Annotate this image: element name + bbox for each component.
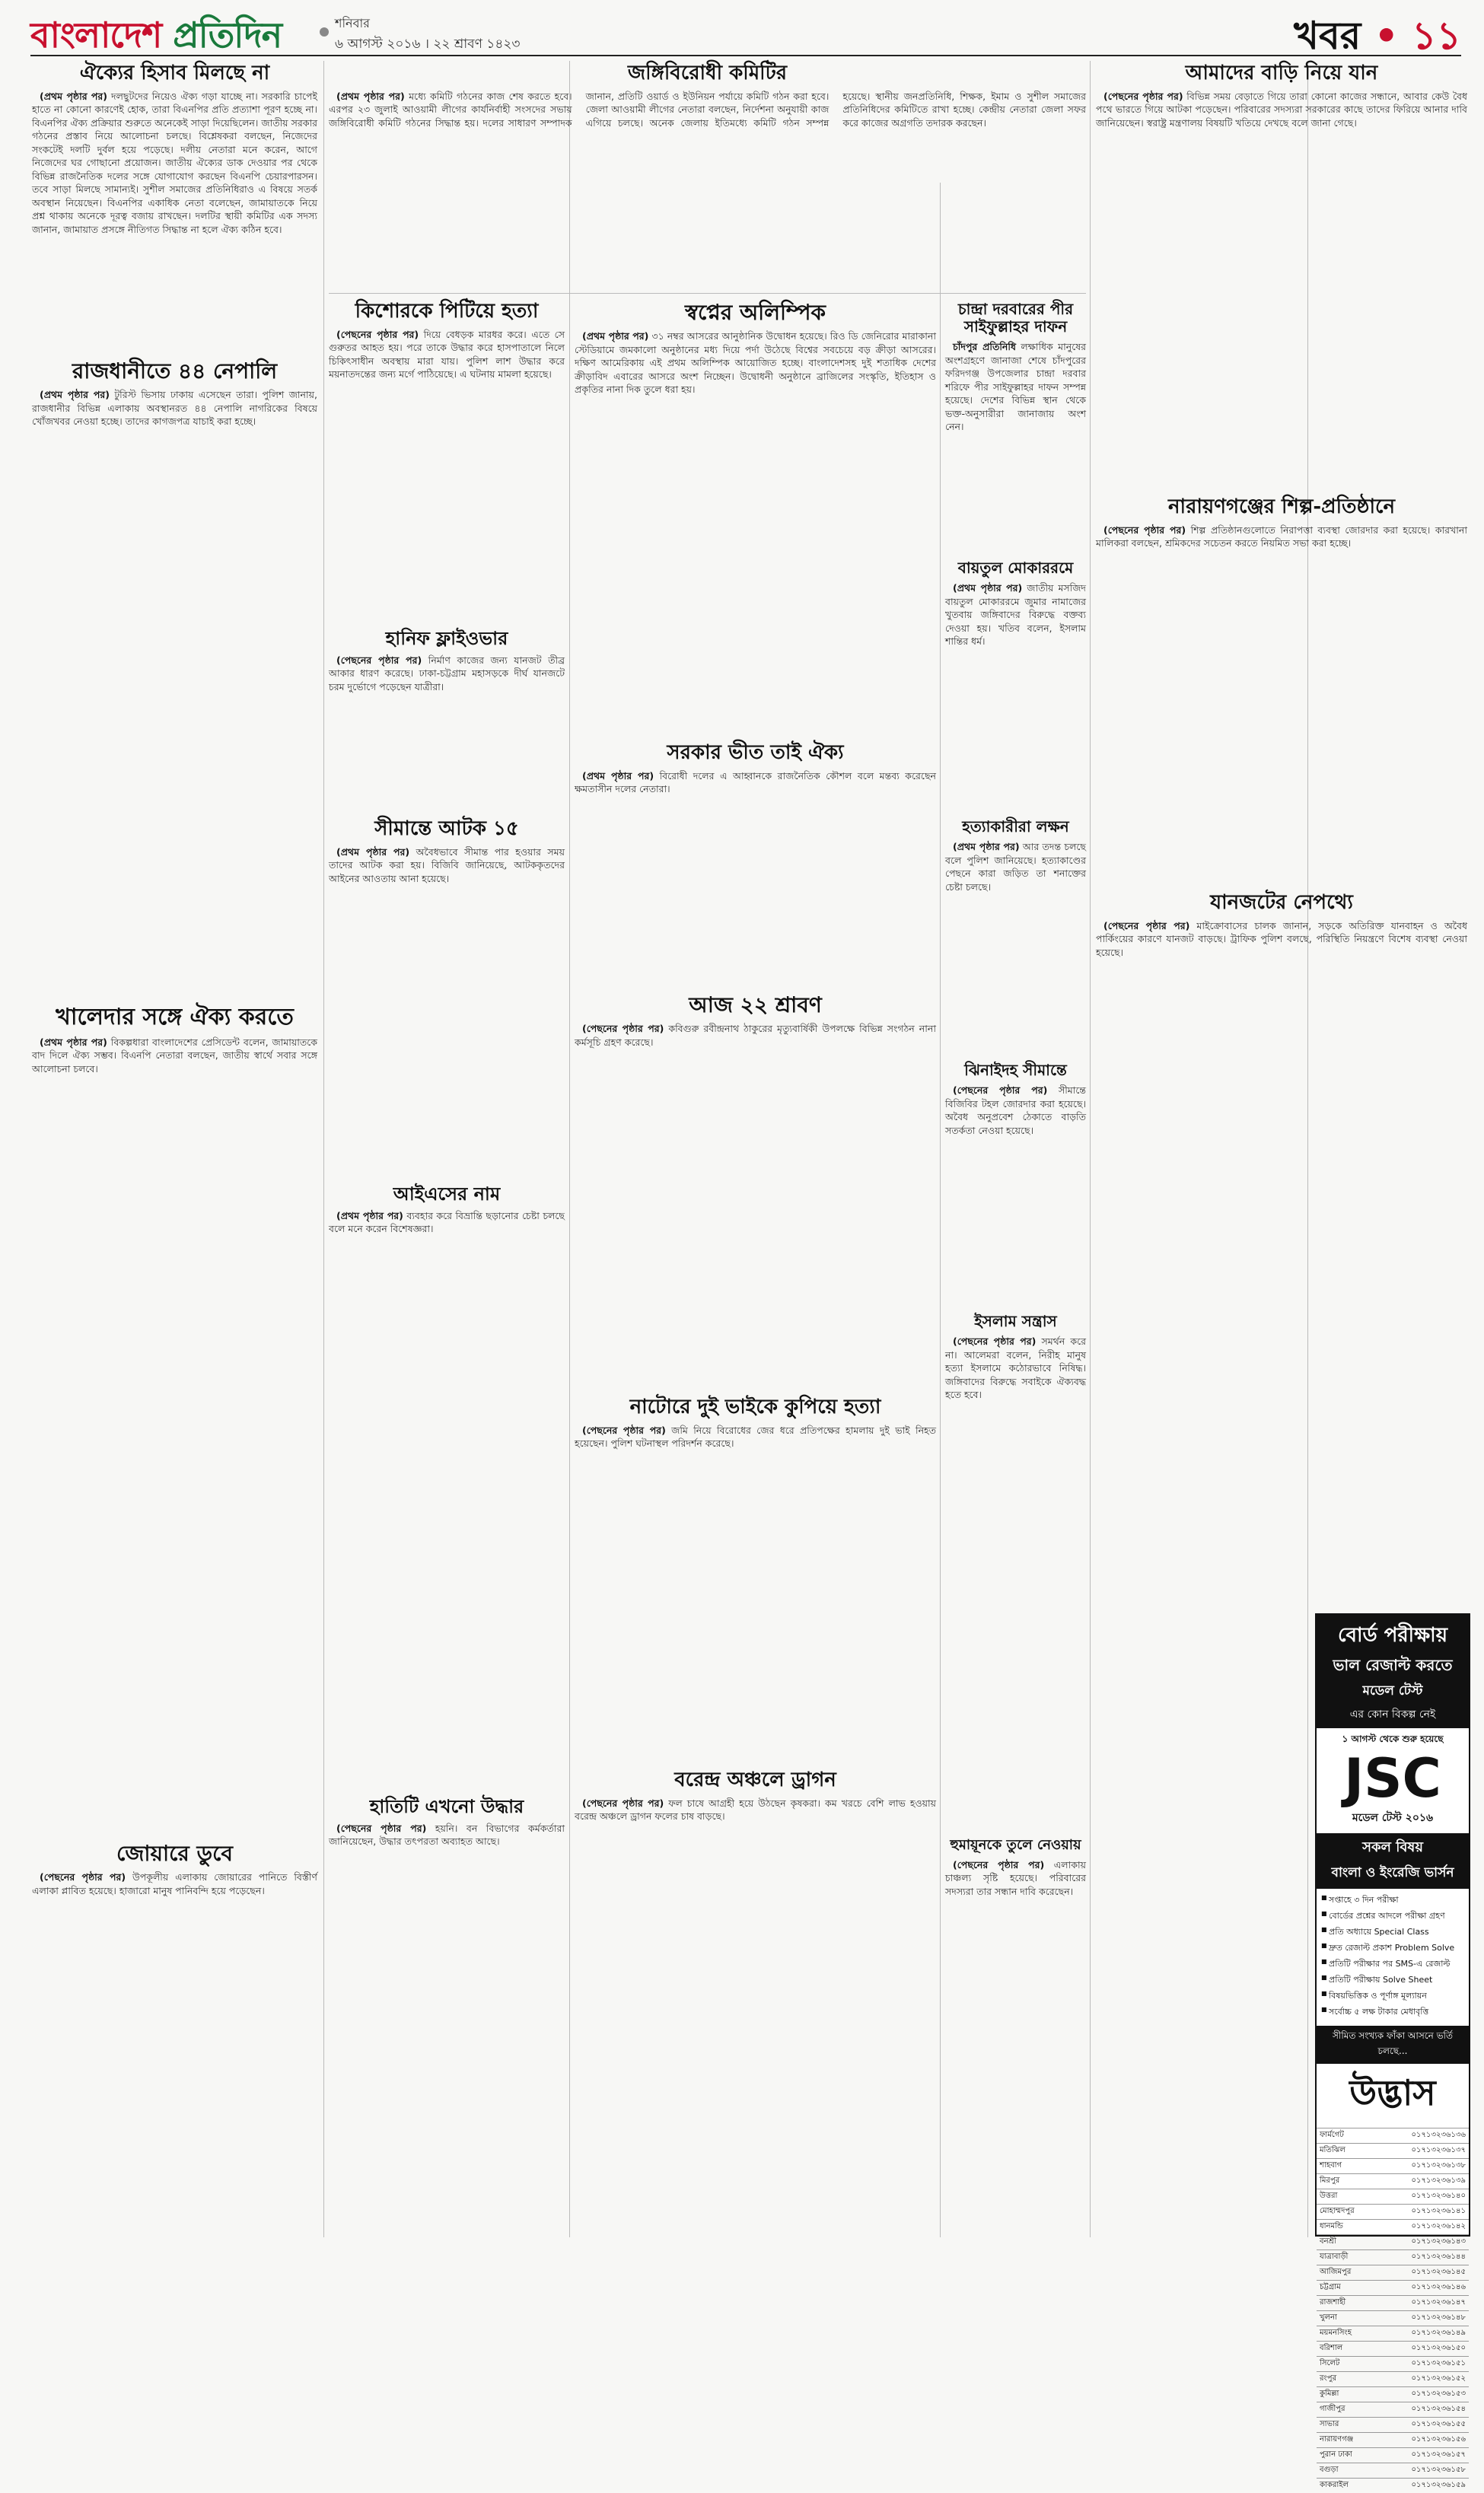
- branch-phone: ০১৭১৩২৩৬১৪৭: [1378, 2296, 1469, 2311]
- story-ies: [329, 1183, 565, 1594]
- story-body: (পেছনের পৃষ্ঠার পর) শিল্প প্রতিষ্ঠানগুলোতে নিরাপত্তা ব্যবস্থা জোরদার করা হয়েছে। কারখানা মালিকরা বলছেন, শ্রমিকদের সচেতন করতে নিয়মিত সভা করা হচ্ছে।: [1096, 524, 1467, 881]
- headline: জঙ্গিবিরোধী কমিটির: [329, 62, 1086, 85]
- story-body: (পেছনের পৃষ্ঠার পর) ফল চাষে আগ্রহী হয়ে উঠছেন কৃষকরা। কম খরচে বেশি লাভ হওয়ায় বরেন্দ্র অঞ্চলে ড্রাগন ফলের চাষ বাড়ছে।: [575, 1797, 936, 2234]
- headline: আমাদের বাড়ি নিয়ে যান: [1096, 62, 1467, 85]
- story-olympic: [575, 301, 936, 734]
- branch-phone: ০১৭১৩২৩৬১৩৬: [1378, 2128, 1469, 2144]
- branch-name: সিলেট: [1317, 2357, 1378, 2372]
- ad-feature: ■ সপ্তাহে ৩ দিন পরীক্ষা: [1323, 1893, 1463, 1908]
- ad-feature: ■ প্রতিটি পরীক্ষার পর SMS-এ রেজাল্ট: [1323, 1957, 1463, 1972]
- story-body: (পেছনের পৃষ্ঠার পর) জমি নিয়ে বিরোধের জের ধরে প্রতিপক্ষের হামলায় দুই ভাই নিহত হয়েছেন। পুলিশ ঘটনাস্থল পরিদর্শন করেছে।: [575, 1424, 936, 1759]
- branch-row: [1317, 2189, 1469, 2205]
- branch-name: কাকরাইল: [1317, 2479, 1378, 2493]
- branch-phone: ০১৭১৩২৩৬১৫৩: [1378, 2387, 1469, 2402]
- branch-row: [1317, 2220, 1469, 2235]
- branch-phone: ০১৭১৩২৩৬১৩৮: [1378, 2159, 1469, 2174]
- branch-phone: ০১৭১৩২৩৬১৪৮: [1378, 2311, 1469, 2326]
- ad-feature: ■ প্রতিটি পরীক্ষায় Solve Sheet: [1323, 1973, 1463, 1988]
- branch-phone: ০১৭১৩২৩৬১৫৯: [1378, 2479, 1469, 2493]
- headline: স্বপ্নের অলিম্পিক: [575, 301, 936, 325]
- story-traffic: [1096, 892, 1467, 1607]
- story-border-arrest: [329, 818, 565, 1176]
- branch-name: খুলনা: [1317, 2311, 1378, 2326]
- branch-name: শাহবাগ: [1317, 2159, 1378, 2174]
- ad-version: বাংলা ও ইংরেজি ভার্সন: [1317, 1863, 1469, 1889]
- ad-admission-notice: সীমিত সংখ্যক ফাঁকা আসনে ভর্তি চলছে...: [1317, 2026, 1469, 2064]
- ad-line-3: মডেল টেস্ট: [1317, 1681, 1469, 1705]
- weekday: শনিবার: [335, 14, 520, 34]
- branch-name: চট্টগ্রাম: [1317, 2281, 1378, 2296]
- branch-name: সাভার: [1317, 2418, 1378, 2433]
- branch-name: গাজীপুর: [1317, 2402, 1378, 2418]
- headline: রাজধানীতে ৪৪ নেপালি: [32, 359, 317, 384]
- branch-phone: ০১৭১৩২৩৬১৫৫: [1378, 2418, 1469, 2433]
- headline: হত্যাকারীরা লক্ষন: [945, 818, 1086, 836]
- branch-row: [1317, 2342, 1469, 2357]
- story-body: (পেছনের পৃষ্ঠার পর) দিয়ে বেধড়ক মারধর করে। এতে সে গুরুতর আহত হয়। পরে তাকে উদ্ধার করে হাসপাতালে নিলে চিকিৎসাধীন অবস্থায় মারা যায়। পুলিশ লাশ উদ্ধার করে ময়নাতদন্তের জন্য মর্গে পাঠিয়েছে। এ ঘটনায় মামলা হয়েছে।: [329, 328, 565, 613]
- branch-phone: ০১৭১৩২৩৬১৫৬: [1378, 2433, 1469, 2448]
- branch-name: মোহাম্মদপুর: [1317, 2205, 1378, 2220]
- ad-jsc: JSC: [1317, 1748, 1469, 1809]
- branch-row: [1317, 2205, 1469, 2220]
- branch-phone: ০১৭১৩২৩৬১৩৭: [1378, 2144, 1469, 2159]
- ad-start-date: ১ আগস্ট থেকে শুরু হয়েছে: [1317, 1728, 1469, 1748]
- branch-row: [1317, 2144, 1469, 2159]
- branch-row: [1317, 2402, 1469, 2418]
- branch-phone: ০১৭১৩২৩৬১৫৮: [1378, 2463, 1469, 2479]
- branch-name: মতিঝিল: [1317, 2144, 1378, 2159]
- story-body: (পেছনের পৃষ্ঠার পর) উপকূলীয় এলাকায় জোয়ারের পানিতে বিস্তীর্ণ এলাকা প্লাবিত হয়েছে। হাজারো মানুষ পানিবন্দি হয়ে পড়েছেন।: [32, 1871, 317, 2228]
- ad-feature: ■ বোর্ডের প্রশ্নের আদলে পরীক্ষা গ্রহণ: [1323, 1909, 1463, 1924]
- ad-branch-table: [1317, 2128, 1469, 2493]
- branch-name: আজিমপুর: [1317, 2265, 1378, 2281]
- branch-name: পুরান ঢাকা: [1317, 2448, 1378, 2463]
- branch-row: [1317, 2433, 1469, 2448]
- headline: হানিফ ফ্লাইওভার: [329, 628, 565, 649]
- story-kishor: [329, 301, 565, 620]
- branch-name: নারায়ণগঞ্জ: [1317, 2433, 1378, 2448]
- ad-feature: ■ দ্রুত রেজাল্ট প্রকাশ Problem Solve: [1323, 1941, 1463, 1956]
- story-body: চাঁদপুর প্রতিনিধি লক্ষাধিক মানুষের অংশগ্রহণে জানাজা শেষে চাঁদপুরের ফরিদগঞ্জ উপজেলার চান্দ্রা দরবার শরিফে পীর সাইফুল্লাহর দাফন সম্পন্ন হয়েছে। দেশের বিভিন্ন স্থান থেকে ভক্ত-অনুসারীরা জানাজায় অংশ নেন।: [945, 340, 1086, 538]
- branch-name: বনশ্রী: [1317, 2235, 1378, 2250]
- headline: সরকার ভীত তাই ঐক্য: [575, 742, 936, 765]
- branch-name: ধানমন্ডি: [1317, 2220, 1378, 2235]
- headline: ইসলাম সন্ত্রাস: [945, 1313, 1086, 1330]
- headline: যানজটের নেপথ্যে: [1096, 892, 1467, 915]
- branch-phone: ০১৭১৩২৩৬১৫৪: [1378, 2402, 1469, 2418]
- story-elephant: [329, 1796, 565, 2237]
- story-body: (প্রথম পৃষ্ঠার পর) ব্যবহার করে বিভ্রান্তি ছড়ানোর চেষ্টা চলছে বলে মনে করেন বিশেষজ্ঞরা।: [329, 1209, 565, 1590]
- headline: নাটোরে দুই ভাইকে কুপিয়ে হত্যা: [575, 1396, 936, 1419]
- headline: খালেদার সঙ্গে ঐক্য করতে: [32, 1005, 317, 1031]
- branch-row: [1317, 2479, 1469, 2493]
- headline: আজ ২২ শ্রাবণ: [575, 993, 936, 1017]
- headline: নারায়ণগঞ্জের শিল্প-প্রতিষ্ঠানে: [1096, 496, 1467, 519]
- date: ৬ আগস্ট ২০১৬ । ২২ শ্রাবণ ১৪২৩: [335, 37, 520, 52]
- story-body: (পেছনের পৃষ্ঠার পর) বিভিন্ন সময় বেড়াতে গিয়ে তারা কোনো কাজের সন্ধানে, আবার কেউ বৈধ পথে ভারতে গিয়ে আটকা পড়েছেন। পরিবারের সদস্যরা সরকারের কাছে তাদের ফিরিয়ে আনার দাবি জানিয়েছেন। স্বরাষ্ট্র মন্ত্রণালয় বিষয়টি খতিয়ে দেখছে বলে জানা গেছে।: [1096, 90, 1467, 486]
- story-mourning: [575, 993, 936, 1389]
- story-take-us-home: [1096, 62, 1467, 489]
- story-body: (প্রথম পৃষ্ঠার পর) বিকল্পধারা বাংলাদেশের প্রেসিডেন্ট বলেন, জামায়াতকে বাদ দিলে ঐক্য সম্ভব। বিএনপি নেতারা বলছেন, জাতীয় স্বার্থে সবার সঙ্গে আলোচনা চলবে।: [32, 1036, 317, 1667]
- story-body: (পেছনের পৃষ্ঠার পর) এলাকায় চাঞ্চল্য সৃষ্টি হয়েছে। পরিবারের সদস্যরা তার সন্ধান দাবি করেছেন।: [945, 1858, 1086, 2231]
- branch-row: [1317, 2281, 1469, 2296]
- story-islam: [945, 1313, 1086, 1830]
- story-saint: [945, 301, 1086, 552]
- story-body: (প্রথম পৃষ্ঠার পর) অবৈধভাবে সীমান্ত পার হওয়ার সময় তাদের আটক করা হয়। বিজিবি জানিয়েছে, আটককৃতদের আইনের আওতায় আনা হয়েছে।: [329, 845, 565, 1169]
- branch-name: উত্তরা: [1317, 2189, 1378, 2205]
- story-narayanganj: [1096, 496, 1467, 884]
- story-natore: [575, 1396, 936, 1762]
- story-ruling: [575, 742, 936, 985]
- branch-row: [1317, 2235, 1469, 2250]
- branch-row: [1317, 2418, 1469, 2433]
- headline: জোয়ারে ডুবে: [32, 1842, 317, 1866]
- branch-row: [1317, 2296, 1469, 2311]
- story-jhenaidah: [945, 1062, 1086, 1305]
- ad-feature: ■ বিষয়ভিত্তিক ও পূর্ণাঙ্গ মূল্যায়ন: [1323, 1989, 1463, 2004]
- ad-subjects: সকল বিষয়: [1317, 1833, 1469, 1863]
- branch-phone: ০১৭১৩২৩৬১৪৬: [1378, 2281, 1469, 2296]
- story-body: (পেছনের পৃষ্ঠার পর) সমর্থন করে না। আলেমরা বলেন, নিরীহ মানুষ হত্যা ইসলামে কঠোরভাবে নিষিদ্ধ। জঙ্গিবাদের বিরুদ্ধে সবাইকে ঐক্যবদ্ধ হতে হবে।: [945, 1335, 1086, 1822]
- branch-row: [1317, 2159, 1469, 2174]
- branch-row: [1317, 2174, 1469, 2189]
- story-humayun: [945, 1838, 1086, 2237]
- story-body: (পেছনের পৃষ্ঠার পর) কবিগুরু রবীন্দ্রনাথ ঠাকুরের মৃত্যুবার্ষিকী উপলক্ষে বিভিন্ন সংগঠন নানা কর্মসূচি গ্রহণ করেছে।: [575, 1022, 936, 1380]
- story-body: (প্রথম পৃষ্ঠার পর) দলছুটদের নিয়েও ঐক্য গড়া যাচ্ছে না। সরকারি চাপেই হাতে না কোনো কারণেই হোক, তারা বিএনপির প্রতি প্রত্যাশা পূরণ হচ্ছে না। বিএনপির ঐক্য প্রক্রিয়ার শুরুতে অনেকেই সাড়া দিয়েছিলেন। জাতীয় সরকার গঠনের প্রস্তাব নিয়ে আলোচনা চলছে। বিশ্লেষকরা বলছেন, নিজেদের সংকটেই দলটি দুর্বল হয়ে পড়েছে। দলীয় নেতারা মনে করেন, আগে নিজেদের ঘর গোছানো প্রয়োজন। জাতীয় ঐক্যের ডাক দেওয়ার পর থেকে বিভিন্ন রাজনৈতিক দলের সঙ্গে যোগাযোগ করছেন বিএনপি চেয়ারপারসন। তবে সাড়া মিলছে সামান্যই। সুশীল সমাজের প্রতিনিধিরাও এ বিষয়ে সতর্ক অবস্থান নিয়েছেন। বিএনপির একাধিক নেতা বলেছেন, জামায়াতকে নিয়ে প্রশ্ন থাকায় অনেকে দূরত্ব বজায় রাখছেন। দলটির স্থায়ী কমিটির এক সদস্য জানান, জামায়াত প্রসঙ্গে নীতিগত সিদ্ধান্ত না হলে ঐক্য কঠিন হবে।: [32, 90, 317, 349]
- story-body: (প্রথম পৃষ্ঠার পর) ৩১ নম্বর আসরের আনুষ্ঠানিক উদ্বোধন হয়েছে। রিও ডি জেনিরোর মারাকানা স্টেডিয়ামে জমকালো অনুষ্ঠানের মধ্য দিয়ে পর্দা উঠেছে বিশ্বের সবচেয়ে বড় ক্রীড়া আসরের। দক্ষিণ আমেরিকায় এই প্রথম অলিম্পিক আয়োজিত হচ্ছে। বাংলাদেশসহ দুই শতাধিক দেশের ক্রীড়াবিদ এবারের আসরে অংশ নিচ্ছেন। উদ্বোধনী অনুষ্ঠানে ব্রাজিলের সংস্কৃতি, ইতিহাস ও প্রকৃতির নানা দিক তুলে ধরা হয়।: [575, 330, 936, 725]
- story-body: (পেছনের পৃষ্ঠার পর) সীমান্তে বিজিবির টহল জোরদার করা হয়েছে। অবৈধ অনুপ্রবেশ ঠেকাতে বাড়তি সতর্কতা নেওয়া হয়েছে।: [945, 1084, 1086, 1297]
- story-dragon: [575, 1769, 936, 2237]
- story-body: (প্রথম পৃষ্ঠার পর) বিরোধী দলের এ আহ্বানকে রাজনৈতিক কৌশল বলে মন্তব্য করেছেন ক্ষমতাসীন দলের নেতারা।: [575, 769, 936, 982]
- branch-phone: ০১৭১৩২৩৬১৫০: [1378, 2342, 1469, 2357]
- headline: হুমায়ূনকে তুলে নেওয়ায়: [945, 1838, 1086, 1854]
- story-killers: [945, 818, 1086, 1054]
- branch-phone: ০১৭১৩২৩৬১৩৯: [1378, 2174, 1469, 2189]
- newspaper-logo: বাংলাদেশ প্রতিদিন: [30, 9, 282, 67]
- ad-model-test: মডেল টেস্ট ২০১৬: [1317, 1809, 1469, 1827]
- branch-phone: ০১৭১৩২৩৬১৪১: [1378, 2205, 1469, 2220]
- branch-row: [1317, 2265, 1469, 2281]
- branch-name: মিরপুর: [1317, 2174, 1378, 2189]
- branch-name: রংপুর: [1317, 2372, 1378, 2387]
- section-title: খবর • ১১: [1294, 8, 1461, 71]
- branch-name: বরিশাল: [1317, 2342, 1378, 2357]
- headline: বরেন্দ্র অঞ্চলে ড্রাগন: [575, 1769, 936, 1792]
- page-number: ১১: [1412, 13, 1461, 58]
- story-body: (পেছনের পৃষ্ঠার পর) হয়নি। বন বিভাগের কর্মকর্তারা জানিয়েছেন, উদ্ধার তৎপরতা অব্যাহত আছে।: [329, 1822, 565, 2233]
- ad-feature: ■ সর্বোচ্চ ৫ লক্ষ টাকার মেধাবৃত্তি: [1323, 2005, 1463, 2020]
- branch-row: [1317, 2250, 1469, 2265]
- story-militancy: [329, 62, 1086, 291]
- branch-phone: ০১৭১৩২৩৬১৪২: [1378, 2220, 1469, 2235]
- branch-phone: ০১৭১৩২৩৬১৫৭: [1378, 2448, 1469, 2463]
- branch-phone: ০১৭১৩২৩৬১৪৪: [1378, 2250, 1469, 2265]
- branch-name: যাত্রাবাড়ী: [1317, 2250, 1378, 2265]
- headline: আইএসের নাম: [329, 1183, 565, 1205]
- branch-row: [1317, 2128, 1469, 2144]
- story-body: (প্রথম পৃষ্ঠার পর) মধ্যে কমিটি গঠনের কাজ শেষ করতে হবে। এরপর ২৩ জুলাই আওয়ামী লীগের কার্যনির্বাহী সংসদের সভায় জঙ্গিবিরোধী কমিটি গঠনের সিদ্ধান্ত হয়। দলের সাধারণ সম্পাদক জানান, প্রতিটি ওয়ার্ড ও ইউনিয়ন পর্যায়ে কমিটি গঠন করা হবে। জেলা আওয়ামী লীগের নেতারা বলছেন, নির্দেশনা অনুযায়ী কাজ এগিয়ে চলছে। অনেক জেলায় ইতিমধ্যে কমিটি গঠন সম্পন্ন হয়েছে। স্থানীয় জনপ্রতিনিধি, শিক্ষক, ইমাম ও সুশীল সমাজের প্রতিনিধিদের কমিটিতে রাখা হচ্ছে। কেন্দ্রীয় নেতারা জেলা সফর করে কাজের অগ্রগতি তদারক করছেন।: [329, 90, 1086, 288]
- story-body: (প্রথম পৃষ্ঠার পর) আর তদন্ত চলছে বলে পুলিশ জানিয়েছে। হত্যাকাণ্ডের পেছনে কারা জড়িত তা শনাক্তের চেষ্টা চলছে।: [945, 840, 1086, 1046]
- story-bnp: [32, 1005, 317, 1674]
- ad-line-4: এর কোন বিকল্প নেই: [1317, 1705, 1469, 1728]
- story-body: (প্রথম পৃষ্ঠার পর) জাতীয় মসজিদ বায়তুল মোকাররমে জুমার নামাজের খুতবায় জঙ্গিবাদের বিরুদ্ধে বক্তব্য দেওয়া হয়। খতিব বলেন, ইসলাম শান্তির ধর্ম।: [945, 581, 1086, 798]
- branch-row: [1317, 2357, 1469, 2372]
- branch-row: [1317, 2326, 1469, 2342]
- story-body: (পেছনের পৃষ্ঠার পর) নির্মাণ কাজের জন্য যানজট তীব্র আকার ধারণ করেছে। ঢাকা-চট্টগ্রাম মহাসড়কে দীর্ঘ যানজটে চরম দুর্ভোগে পড়েছেন যাত্রীরা।: [329, 654, 565, 806]
- branch-row: [1317, 2387, 1469, 2402]
- branch-name: ফার্মগেট: [1317, 2128, 1378, 2144]
- branch-phone: ০১৭১৩২৩৬১৪৩: [1378, 2235, 1469, 2250]
- story-flood: [32, 1842, 317, 2237]
- story-baitul-mokarram: [945, 559, 1086, 810]
- branch-phone: ০১৭১৩২৩৬১৫১: [1378, 2357, 1469, 2372]
- masthead: [30, 8, 1461, 56]
- headline: হাতিটি এখনো উদ্ধার: [329, 1796, 565, 1817]
- headline: বায়তুল মোকাররমে: [945, 559, 1086, 577]
- story-body: (পেছনের পৃষ্ঠার পর) মাইক্রোবাসের চালক জানান, সড়কে অতিরিক্ত যানবাহন ও অবৈধ পার্কিংয়ের কারণে যানজট বাড়ছে। ট্রাফিক পুলিশ বলছে, পরিস্থিতি নিয়ন্ত্রণে বিশেষ ব্যবস্থা নেওয়া হয়েছে।: [1096, 919, 1467, 1604]
- headline: ঝিনাইদহ সীমান্তে: [945, 1062, 1086, 1079]
- branch-row: [1317, 2448, 1469, 2463]
- branch-name: বগুড়া: [1317, 2463, 1378, 2479]
- ad-brand-logo: উদ্ভাস: [1317, 2067, 1469, 2125]
- branch-phone: ০১৭১৩২৩৬১৪০: [1378, 2189, 1469, 2205]
- branch-name: কুমিল্লা: [1317, 2387, 1378, 2402]
- story-unity: [32, 62, 317, 352]
- story-body: (প্রথম পৃষ্ঠার পর) টুরিস্ট ভিসায় ঢাকায় এসেছেন তারা। পুলিশ জানায়, রাজধানীর বিভিন্ন এলাকায় অবস্থানরত ৪৪ নেপালি নাগরিকের বিষয়ে খোঁজখবর নেওয়া হচ্ছে। তাদের কাগজপত্র যাচাই করা হচ্ছে।: [32, 388, 317, 753]
- branch-row: [1317, 2463, 1469, 2479]
- branch-phone: ০১৭১৩২৩৬১৫২: [1378, 2372, 1469, 2387]
- headline: কিশোরকে পিটিয়ে হত্যা: [329, 301, 565, 323]
- headline: চান্দ্রা দরবারের পীর সাইফুল্লাহর দাফন: [945, 301, 1086, 336]
- ad-line-2: ভাল রেজাল্ট করতে: [1317, 1654, 1469, 1681]
- story-nepali: [32, 359, 317, 755]
- story-flyover: [329, 628, 565, 810]
- dateline: [335, 14, 520, 56]
- branch-row: [1317, 2372, 1469, 2387]
- coaching-advertisement[interactable]: [1315, 1613, 1470, 2237]
- ad-feature-list: [1317, 1893, 1469, 2020]
- branch-name: রাজশাহী: [1317, 2296, 1378, 2311]
- bullet-icon: [320, 27, 329, 37]
- branch-name: ময়মনসিংহ: [1317, 2326, 1378, 2342]
- branch-phone: ০১৭১৩২৩৬১৪৫: [1378, 2265, 1469, 2281]
- ad-line-1: বোর্ড পরীক্ষায়: [1317, 1615, 1469, 1654]
- branch-phone: ০১৭১৩২৩৬১৪৯: [1378, 2326, 1469, 2342]
- headline: সীমান্তে আটক ১৫: [329, 818, 565, 841]
- headline: ঐক্যের হিসাব মিলছে না: [32, 62, 317, 85]
- branch-row: [1317, 2311, 1469, 2326]
- ad-feature: ■ প্রতি অধ্যায়ে Special Class: [1323, 1925, 1463, 1940]
